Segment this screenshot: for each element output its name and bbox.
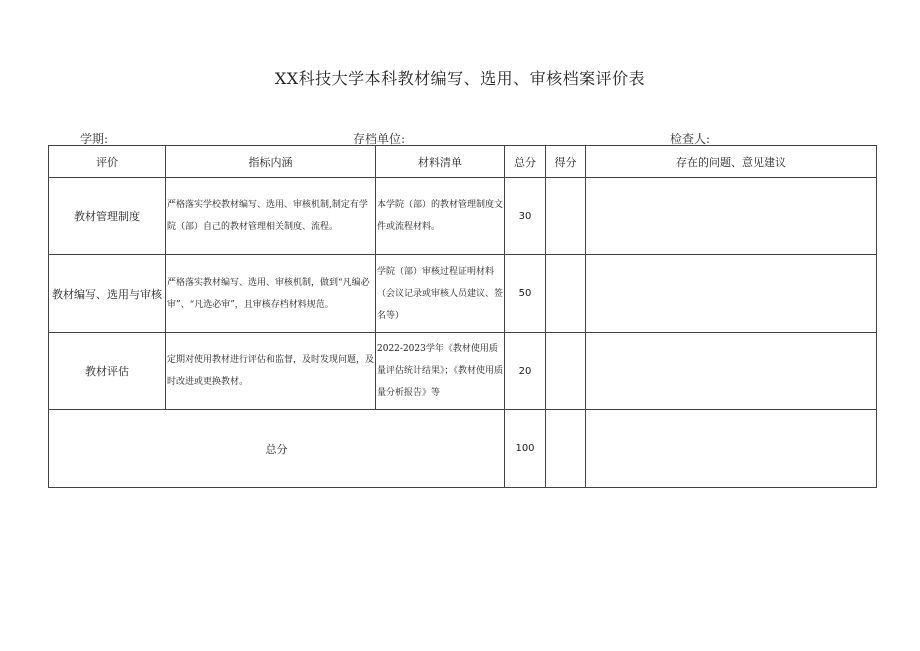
row-indicator: 定期对使用教材进行评估和监督，及时发现问题，及时改进或更换教材。 [166, 333, 376, 410]
header-score: 得分 [546, 146, 586, 178]
header-evaluation: 评价 [49, 146, 166, 178]
table-row [49, 333, 877, 410]
row-indicator: 严格落实学校教材编写、选用、审核机制,制定有学院（部）自己的教材管理相关制度、流程。 [166, 178, 376, 255]
header-indicator: 指标内涵 [166, 146, 376, 178]
total-score-cell[interactable] [546, 410, 586, 488]
page-title: XX科技大学本科教材编写、选用、审核档案评价表 [274, 69, 646, 88]
table-row [49, 178, 877, 255]
total-value: 100 [505, 410, 546, 488]
row-category: 教材管理制度 [49, 178, 166, 255]
row-total: 30 [505, 178, 546, 255]
total-row [49, 410, 877, 488]
header-materials: 材料清单 [376, 146, 505, 178]
row-materials: 学院（部）审核过程证明材料（会议记录或审核人员建议、签名等） [376, 255, 505, 333]
row-category: 教材编写、选用与审核 [49, 255, 166, 333]
row-score-cell[interactable] [546, 255, 586, 333]
inspector-label: 检查人: [670, 132, 711, 146]
row-materials: 本学院（部）的教材管理制度文件或流程材料。 [376, 178, 505, 255]
row-indicator: 严格落实教材编写、选用、审核机制，做到“凡编必审”、“凡选必审”，且审核存档材料规范。 [166, 255, 376, 333]
table-header-row [49, 146, 877, 178]
row-total: 20 [505, 333, 546, 410]
row-issues-cell[interactable] [586, 255, 877, 333]
header-issues: 存在的问题、意见建议 [586, 146, 877, 178]
term-label: 学期: [80, 132, 109, 146]
archive-unit-label: 存档单位: [353, 132, 406, 146]
row-total: 50 [505, 255, 546, 333]
table-row [49, 255, 877, 333]
row-score-cell[interactable] [546, 178, 586, 255]
row-score-cell[interactable] [546, 333, 586, 410]
row-materials: 2022-2023学年《教材使用质量评估统计结果》；《教材使用质量分析报告》等 [376, 333, 505, 410]
total-label: 总分 [49, 410, 505, 488]
row-category: 教材评估 [49, 333, 166, 410]
total-issues-cell[interactable] [586, 410, 877, 488]
header-total: 总分 [505, 146, 546, 178]
row-issues-cell[interactable] [586, 178, 877, 255]
evaluation-table [48, 145, 877, 488]
row-issues-cell[interactable] [586, 333, 877, 410]
